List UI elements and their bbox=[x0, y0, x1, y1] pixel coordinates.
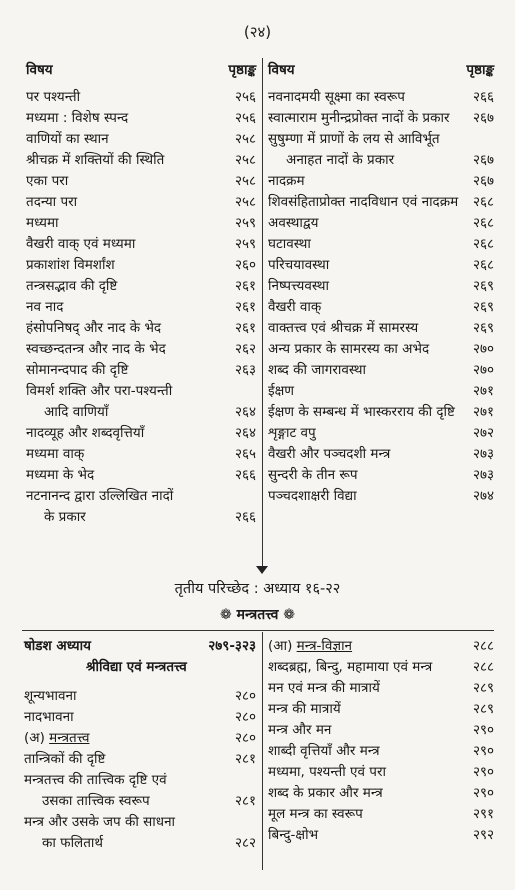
toc-top-right-column bbox=[268, 60, 496, 507]
chapter-subheader: श्रीविद्या एवं मन्त्रतत्त्व bbox=[86, 659, 187, 675]
header-page: पृष्ठाङ्क bbox=[228, 62, 256, 78]
entry-page: २७४ bbox=[472, 488, 494, 504]
entry-title: मन एवं मन्त्र की मात्रायें bbox=[268, 680, 380, 696]
toc-entry bbox=[268, 783, 496, 804]
toc-entry bbox=[268, 486, 496, 507]
toc-entry bbox=[268, 318, 496, 339]
entry-page: २९१ bbox=[472, 806, 494, 822]
entry-title: नव नाद bbox=[26, 299, 64, 315]
entry-title: सोमानन्दपाद की दृष्टि bbox=[26, 362, 129, 378]
entry-page: २६१ bbox=[234, 320, 256, 336]
toc-entry bbox=[26, 297, 258, 318]
entry-page: २५६ bbox=[234, 89, 256, 105]
entry-page: २५८ bbox=[234, 194, 256, 210]
toc-entry bbox=[268, 636, 496, 657]
toc-entry bbox=[268, 465, 496, 486]
toc-entry bbox=[24, 812, 258, 833]
entry-title: मध्यमा bbox=[26, 215, 59, 231]
entry-page: २६९ bbox=[472, 299, 494, 315]
entry-title: वैखरी वाक् एवं मध्यमा bbox=[26, 236, 136, 252]
entry-title: मध्यमा के भेद bbox=[26, 467, 95, 483]
toc-bottom-left-column bbox=[24, 636, 258, 854]
entry-title: शब्द की जागरावस्था bbox=[268, 362, 367, 378]
toc-entry bbox=[268, 762, 496, 783]
entry-page: २६१ bbox=[234, 278, 256, 294]
entry-title: स्वात्माराम मुनीन्द्रप्रोक्त नादों के प्रकार bbox=[268, 110, 450, 126]
entry-title: शब्द के प्रकार और मन्त्र bbox=[268, 785, 383, 801]
toc-entry bbox=[268, 657, 496, 678]
header-subject: विषय bbox=[268, 62, 295, 78]
chapter-header bbox=[24, 636, 258, 657]
entry-page: २६२ bbox=[234, 341, 256, 357]
toc-entry bbox=[268, 129, 496, 150]
entry-page: २६४ bbox=[234, 404, 256, 420]
toc-entry bbox=[26, 129, 258, 150]
toc-entry bbox=[26, 213, 258, 234]
entry-underlined-title: मन्त्रतत्त्व bbox=[49, 730, 90, 746]
entry-title: वाक्तत्त्व एवं श्रीचक्र में सामरस्य bbox=[268, 320, 419, 336]
entry-page: २९२ bbox=[472, 827, 494, 843]
entry-page: २५८ bbox=[234, 152, 256, 168]
entry-title: शून्यभावना bbox=[24, 688, 77, 704]
page-number: (२४) bbox=[243, 23, 272, 41]
column-header bbox=[268, 60, 496, 81]
toc-entry bbox=[268, 213, 496, 234]
entry-page: २६८ bbox=[472, 215, 494, 231]
entry-title: सुषुम्णा में प्राणों के लय से आविर्भूत bbox=[268, 131, 440, 147]
entry-title: नादभावना bbox=[24, 709, 74, 725]
toc-entry bbox=[268, 276, 496, 297]
toc-entry bbox=[268, 402, 496, 423]
toc-entry bbox=[24, 791, 258, 812]
toc-bottom-right-column bbox=[268, 636, 496, 846]
entry-title: विमर्श शक्ति और परा-पश्यन्ती bbox=[26, 383, 173, 399]
toc-entry bbox=[24, 749, 258, 770]
toc-entry bbox=[26, 87, 258, 108]
arrow-down-icon bbox=[256, 566, 268, 574]
toc-entry bbox=[268, 150, 496, 171]
entry-title: नवनादमयी सूक्ष्मा का स्वरूप bbox=[268, 89, 405, 105]
entry-page: २६६ bbox=[472, 89, 494, 105]
entry-title: का फलितार्थ bbox=[42, 835, 104, 851]
entry-underlined-title: मन्त्र-विज्ञान bbox=[296, 638, 353, 654]
toc-entry bbox=[26, 339, 258, 360]
toc-top-left-column bbox=[26, 60, 258, 528]
top-column-divider bbox=[262, 58, 263, 566]
entry-title: पर पश्यन्ती bbox=[26, 89, 81, 105]
toc-entry bbox=[26, 402, 258, 423]
entry-title: श्रीचक्र में शक्तियों की स्थिति bbox=[26, 152, 165, 168]
column-header bbox=[26, 60, 258, 81]
toc-entry bbox=[26, 150, 258, 171]
entry-title: उसका तात्त्विक स्वरूप bbox=[42, 793, 150, 809]
entry-page: २७३ bbox=[472, 446, 494, 462]
entry-page: २७३ bbox=[472, 467, 494, 483]
toc-entry bbox=[26, 444, 258, 465]
entry-title: अवस्थाद्वय bbox=[268, 215, 319, 231]
toc-entry bbox=[268, 720, 496, 741]
entry-title: तदन्या परा bbox=[26, 194, 78, 210]
entry-title: वैखरी और पञ्चदशी मन्त्र bbox=[268, 446, 391, 462]
entry-title: तान्त्रिकों की दृष्टि bbox=[24, 751, 106, 767]
toc-entry bbox=[24, 707, 258, 728]
entry-page: २६७ bbox=[472, 152, 494, 168]
entry-page: २९० bbox=[472, 722, 494, 738]
entry-title: नटनानन्द द्वारा उल्लिखित नादों bbox=[26, 488, 174, 504]
entry-title: प्रकाशांश विमर्शांश bbox=[26, 257, 115, 273]
toc-entry bbox=[268, 423, 496, 444]
entry-page: २८९ bbox=[472, 680, 494, 696]
toc-entry bbox=[268, 108, 496, 129]
entry-title: एका परा bbox=[26, 173, 69, 189]
chapter-page-range: २७९-३२३ bbox=[208, 638, 256, 654]
entry-title: मूल मन्त्र का स्वरूप bbox=[268, 806, 363, 822]
entry-page: २६६ bbox=[234, 467, 256, 483]
entry-page: २६७ bbox=[472, 110, 494, 126]
toc-entry bbox=[268, 444, 496, 465]
bottom-column-divider bbox=[262, 632, 263, 870]
entry-title: मन्त्र की मात्रायें bbox=[268, 701, 341, 717]
entry-page: २७१ bbox=[472, 404, 494, 420]
entry-page: २७० bbox=[472, 341, 494, 357]
entry-title: शृङ्गाट वपु bbox=[268, 425, 316, 441]
subtitle-text: मन्त्रतत्त्व bbox=[236, 607, 279, 623]
entry-page: २६९ bbox=[472, 278, 494, 294]
entry-page: २५८ bbox=[234, 173, 256, 189]
entry-title: मध्यमा वाक् bbox=[26, 446, 85, 462]
toc-entry bbox=[268, 741, 496, 762]
toc-entry bbox=[24, 833, 258, 854]
entry-title: हंसोपनिषद् और नाद के भेद bbox=[26, 320, 162, 336]
toc-entry bbox=[268, 234, 496, 255]
ornament-icon: ❁ bbox=[219, 607, 232, 623]
entry-title: नादव्यूह और शब्दवृत्तियाँ bbox=[26, 425, 145, 441]
toc-entry bbox=[26, 255, 258, 276]
entry-page: २८८ bbox=[472, 638, 494, 654]
entry-title: वाणियों का स्थान bbox=[26, 131, 109, 147]
entry-page: २८९ bbox=[472, 701, 494, 717]
entry-title: परिचयावस्था bbox=[268, 257, 330, 273]
entry-page: २८० bbox=[234, 688, 256, 704]
entry-page: २५९ bbox=[234, 215, 256, 231]
entry-page: २८२ bbox=[234, 835, 256, 851]
entry-title: आदि वाणियाँ bbox=[44, 404, 109, 420]
toc-entry bbox=[268, 678, 496, 699]
entry-page: २६३ bbox=[234, 362, 256, 378]
entry-title: ईक्षण के सम्बन्ध में भास्करराय की दृष्टि bbox=[268, 404, 455, 420]
entry-page: २८१ bbox=[234, 793, 256, 809]
bottom-rule bbox=[22, 630, 494, 631]
toc-entry bbox=[268, 360, 496, 381]
entry-page: २६८ bbox=[472, 236, 494, 252]
entry-page: २७० bbox=[472, 362, 494, 378]
entry-page: २६६ bbox=[234, 509, 256, 525]
entry-page: २६१ bbox=[234, 299, 256, 315]
header-subject: विषय bbox=[26, 62, 53, 78]
entry-title: शाब्दी वृत्तियाँ और मन्त्र bbox=[268, 743, 380, 759]
toc-entry bbox=[24, 686, 258, 707]
entry-title: मध्यमा, पश्यन्ती एवं परा bbox=[268, 764, 386, 780]
chapter-heading: तृतीय परिच्छेद : अध्याय १६-२२ bbox=[174, 581, 341, 597]
toc-entry bbox=[24, 728, 258, 749]
entry-title: अन्य प्रकार के सामरस्य का अभेद bbox=[268, 341, 430, 357]
toc-entry bbox=[26, 171, 258, 192]
entry-title: निष्पत्त्यवस्था bbox=[268, 278, 329, 294]
entry-page: २५८ bbox=[234, 131, 256, 147]
ornament-icon: ❁ bbox=[283, 607, 296, 623]
entry-title: स्वच्छन्दतन्त्र और नाद के भेद bbox=[26, 341, 166, 357]
entry-page: २५९ bbox=[234, 236, 256, 252]
section-subtitle bbox=[0, 605, 515, 624]
entry-page: २९० bbox=[472, 785, 494, 801]
toc-entry bbox=[268, 255, 496, 276]
entry-title: सुन्दरी के तीन रूप bbox=[268, 467, 358, 483]
entry-page: २८८ bbox=[472, 659, 494, 675]
entry-title: (अ) मन्त्रतत्त्व bbox=[24, 730, 90, 746]
entry-title: वैखरी वाक् bbox=[268, 299, 322, 315]
entry-page: २६८ bbox=[472, 194, 494, 210]
toc-entry bbox=[268, 171, 496, 192]
toc-entry bbox=[26, 276, 258, 297]
toc-entry bbox=[26, 423, 258, 444]
entry-title: तन्त्रसद्भाव की दृष्टि bbox=[26, 278, 118, 294]
entry-title: शिवसंहिताप्रोक्त नादविधान एवं नादक्रम bbox=[268, 194, 459, 210]
entry-title: शब्दब्रह्म, बिन्दु, महामाया एवं मन्त्र bbox=[268, 659, 433, 675]
toc-entry bbox=[26, 486, 258, 507]
toc-entry bbox=[268, 825, 496, 846]
entry-page: २६८ bbox=[472, 257, 494, 273]
toc-entry bbox=[26, 360, 258, 381]
entry-title: बिन्दु-क्षोभ bbox=[268, 827, 319, 843]
toc-entry bbox=[268, 87, 496, 108]
entry-page: २६५ bbox=[234, 446, 256, 462]
entry-page: २६० bbox=[234, 257, 256, 273]
entry-page: २५६ bbox=[234, 110, 256, 126]
entry-page: २८१ bbox=[234, 751, 256, 767]
entry-title: पञ्चदशाक्षरी विद्या bbox=[268, 488, 357, 504]
entry-page: २६९ bbox=[472, 320, 494, 336]
entry-page: २८० bbox=[234, 709, 256, 725]
toc-entry bbox=[26, 507, 258, 528]
toc-entry bbox=[26, 234, 258, 255]
entry-page: २९० bbox=[472, 743, 494, 759]
entry-page: २६७ bbox=[472, 173, 494, 189]
toc-entry bbox=[26, 381, 258, 402]
entry-title: नादक्रम bbox=[268, 173, 305, 189]
toc-entry bbox=[26, 318, 258, 339]
entry-title: मन्त्रतत्त्व की तात्त्विक दृष्टि एवं bbox=[24, 772, 167, 788]
entry-title: अनाहत नादों के प्रकार bbox=[286, 152, 395, 168]
toc-entry bbox=[268, 297, 496, 318]
entry-title: ईक्षण bbox=[268, 383, 295, 399]
entry-title: (आ) मन्त्र-विज्ञान bbox=[268, 638, 353, 654]
toc-entry bbox=[26, 465, 258, 486]
header-page: पृष्ठाङ्क bbox=[466, 62, 494, 78]
chapter-title: षोडश अध्याय bbox=[24, 638, 91, 654]
toc-entry bbox=[26, 192, 258, 213]
entry-page: २८० bbox=[234, 730, 256, 746]
toc-entry bbox=[268, 192, 496, 213]
entry-page: २७१ bbox=[472, 383, 494, 399]
entry-page: २९० bbox=[472, 764, 494, 780]
entry-page: २६४ bbox=[234, 425, 256, 441]
toc-entry bbox=[268, 339, 496, 360]
entry-title: मध्यमा : विशेष स्पन्द bbox=[26, 110, 129, 126]
entry-title: मन्त्र और मन bbox=[268, 722, 332, 738]
entry-title: मन्त्र और उसके जप की साधना bbox=[24, 814, 176, 830]
entry-title: घटावस्था bbox=[268, 236, 311, 252]
entry-title: के प्रकार bbox=[44, 509, 86, 525]
toc-entry bbox=[268, 804, 496, 825]
toc-entry bbox=[268, 381, 496, 402]
toc-entry bbox=[26, 108, 258, 129]
toc-entry bbox=[24, 770, 258, 791]
entry-page: २७२ bbox=[472, 425, 494, 441]
toc-entry bbox=[268, 699, 496, 720]
